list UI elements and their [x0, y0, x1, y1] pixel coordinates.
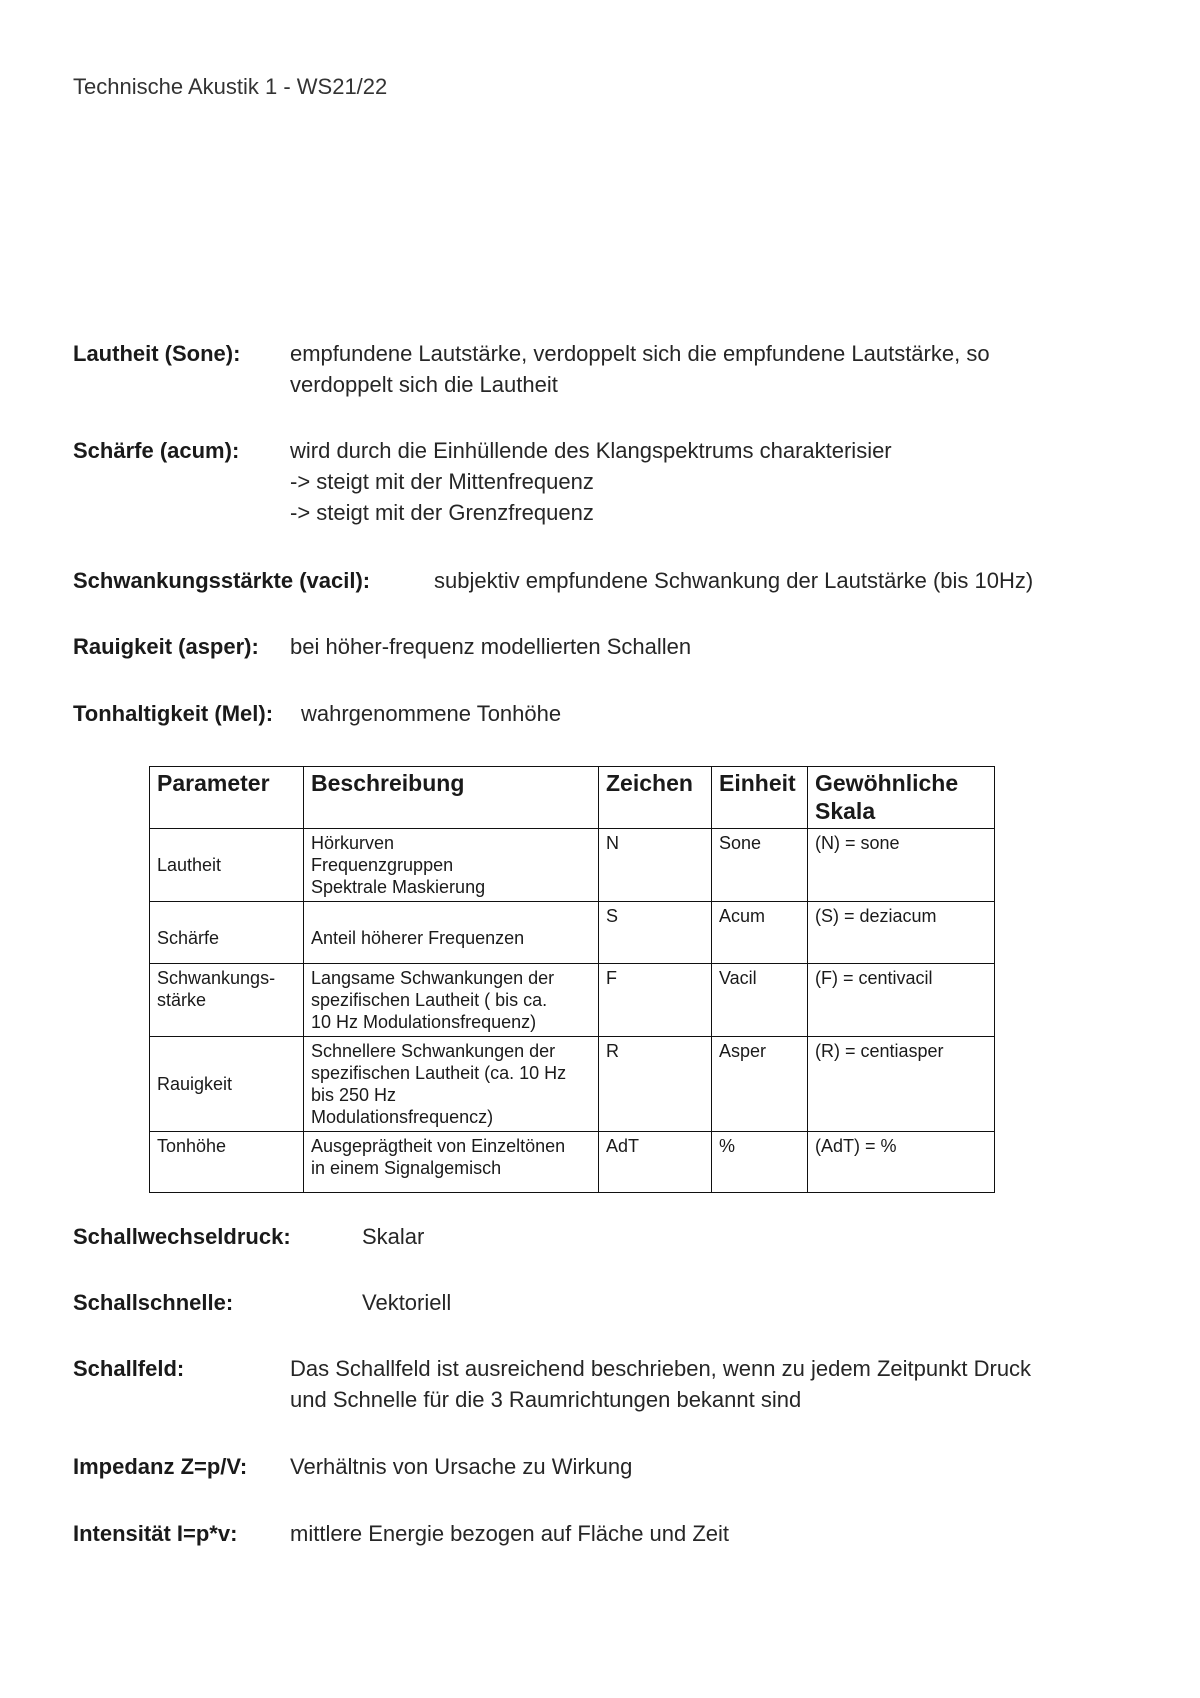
- cell-beschreibung: [304, 964, 599, 1037]
- cell-skala: (F) = centivacil: [808, 964, 995, 1037]
- definition-text: [362, 1221, 424, 1252]
- term: Schärfe (acum):: [73, 438, 240, 463]
- term: Schallwechseldruck:: [73, 1224, 291, 1249]
- cell-einheit: Sone: [712, 829, 808, 902]
- cell-zeichen: S: [599, 902, 712, 964]
- definition-line: empfundene Lautstärke, verdoppelt sich die empfundene Lautstärke, so: [290, 341, 990, 366]
- header-parameter: Parameter: [150, 767, 304, 829]
- table-row: [150, 902, 995, 964]
- term: Schwankungsstärkte (vacil):: [73, 568, 371, 593]
- table-row: [150, 964, 995, 1037]
- definition-line: subjektiv empfundene Schwankung der Lautstärke (bis 10Hz): [434, 568, 1034, 593]
- cell-skala: (S) = deziacum: [808, 902, 995, 964]
- definition-text: [301, 698, 561, 729]
- header-beschreibung: Beschreibung: [304, 767, 599, 829]
- document-title: Technische Akustik 1 - WS21/22: [73, 74, 388, 99]
- cell-zeichen: N: [599, 829, 712, 902]
- cell-parameter: [150, 964, 304, 1037]
- cell-line: Schwankungs-: [157, 968, 276, 988]
- cell-line: Schnellere Schwankungen der: [311, 1041, 556, 1061]
- header-skala-line: Skala: [815, 798, 876, 824]
- definition-line: -> steigt mit der Mittenfrequenz: [290, 469, 594, 494]
- parameter-table: [149, 766, 995, 1193]
- cell-einheit: Vacil: [712, 964, 808, 1037]
- cell-line: Ausgeprägtheit von Einzeltönen: [311, 1136, 566, 1156]
- parameter-table-wrapper: [149, 766, 994, 1193]
- cell-line: Anteil höherer Frequenzen: [311, 928, 525, 948]
- term: Rauigkeit (asper):: [73, 634, 259, 659]
- cell-parameter: [150, 902, 304, 964]
- definition-text: [290, 1518, 729, 1549]
- cell-einheit: Asper: [712, 1037, 808, 1132]
- cell-zeichen: F: [599, 964, 712, 1037]
- term: Lautheit (Sone):: [73, 341, 241, 366]
- table-header-row: [150, 767, 995, 829]
- cell-beschreibung: [304, 1132, 599, 1193]
- cell-einheit: Acum: [712, 902, 808, 964]
- definition-text: [290, 1353, 1031, 1415]
- table-row: [150, 1037, 995, 1132]
- definition-line: Vektoriell: [362, 1290, 452, 1315]
- cell-line: stärke: [157, 990, 207, 1010]
- definition-text: [290, 631, 691, 662]
- definition-line: -> steigt mit der Grenzfrequenz: [290, 500, 594, 525]
- cell-skala: (AdT) = %: [808, 1132, 995, 1193]
- cell-beschreibung: [304, 1037, 599, 1132]
- definition-line: mittlere Energie bezogen auf Fläche und Zeit: [290, 1521, 730, 1546]
- definition-text: [362, 1287, 451, 1318]
- term: Impedanz Z=p/V:: [73, 1454, 248, 1479]
- definition-line: Skalar: [362, 1224, 425, 1249]
- header-zeichen: Zeichen: [599, 767, 712, 829]
- term: Schallschnelle:: [73, 1290, 234, 1315]
- term: Intensität I=p*v:: [73, 1521, 238, 1546]
- definition-line: verdoppelt sich die Lautheit: [290, 372, 558, 397]
- cell-line: Hörkurven: [311, 833, 395, 853]
- cell-zeichen: R: [599, 1037, 712, 1132]
- cell-line: in einem Signalgemisch: [311, 1158, 502, 1178]
- definition-line: und Schnelle für die 3 Raumrichtungen bekannt sind: [290, 1387, 802, 1412]
- cell-parameter: [150, 829, 304, 902]
- definition-text: [290, 338, 990, 400]
- header-skala-line: Gewöhnliche: [815, 770, 959, 796]
- definition-text: [434, 565, 1033, 596]
- cell-line: bis 250 Hz: [311, 1085, 397, 1105]
- header-skala: [808, 767, 995, 829]
- definition-line: Verhältnis von Ursache zu Wirkung: [290, 1454, 633, 1479]
- cell-line: Langsame Schwankungen der: [311, 968, 555, 988]
- cell-line: Frequenzgruppen: [311, 855, 454, 875]
- term: Schallfeld:: [73, 1356, 185, 1381]
- cell-line: Schärfe: [157, 928, 220, 948]
- cell-skala: (R) = centiasper: [808, 1037, 995, 1132]
- cell-beschreibung: [304, 902, 599, 964]
- definition-line: bei höher-frequenz modellierten Schallen: [290, 634, 692, 659]
- cell-line: Spektrale Maskierung: [311, 877, 486, 897]
- table-row: [150, 829, 995, 902]
- definition-line: Das Schallfeld ist ausreichend beschrieben, wenn zu jedem Zeitpunkt Druck: [290, 1356, 1032, 1381]
- cell-line: 10 Hz Modulationsfrequenz): [311, 1012, 537, 1032]
- cell-parameter: [150, 1132, 304, 1193]
- cell-line: Rauigkeit: [157, 1074, 233, 1094]
- definition-line: wahrgenommene Tonhöhe: [301, 701, 562, 726]
- cell-line: Modulationsfrequencz): [311, 1107, 494, 1127]
- definition-line: wird durch die Einhüllende des Klangspektrums charakterisier: [290, 438, 892, 463]
- cell-einheit: %: [712, 1132, 808, 1193]
- cell-beschreibung: [304, 829, 599, 902]
- header-einheit: Einheit: [712, 767, 808, 829]
- cell-skala: (N) = sone: [808, 829, 995, 902]
- cell-line: spezifischen Lautheit (ca. 10 Hz: [311, 1063, 567, 1083]
- definition-text: [290, 1451, 632, 1482]
- definition-text: [290, 435, 892, 528]
- cell-zeichen: AdT: [599, 1132, 712, 1193]
- cell-parameter: [150, 1037, 304, 1132]
- table-row: [150, 1132, 995, 1193]
- cell-line: spezifischen Lautheit ( bis ca.: [311, 990, 548, 1010]
- cell-line: Lautheit: [157, 855, 222, 875]
- term: Tonhaltigkeit (Mel):: [73, 701, 274, 726]
- cell-line: Tonhöhe: [157, 1136, 227, 1156]
